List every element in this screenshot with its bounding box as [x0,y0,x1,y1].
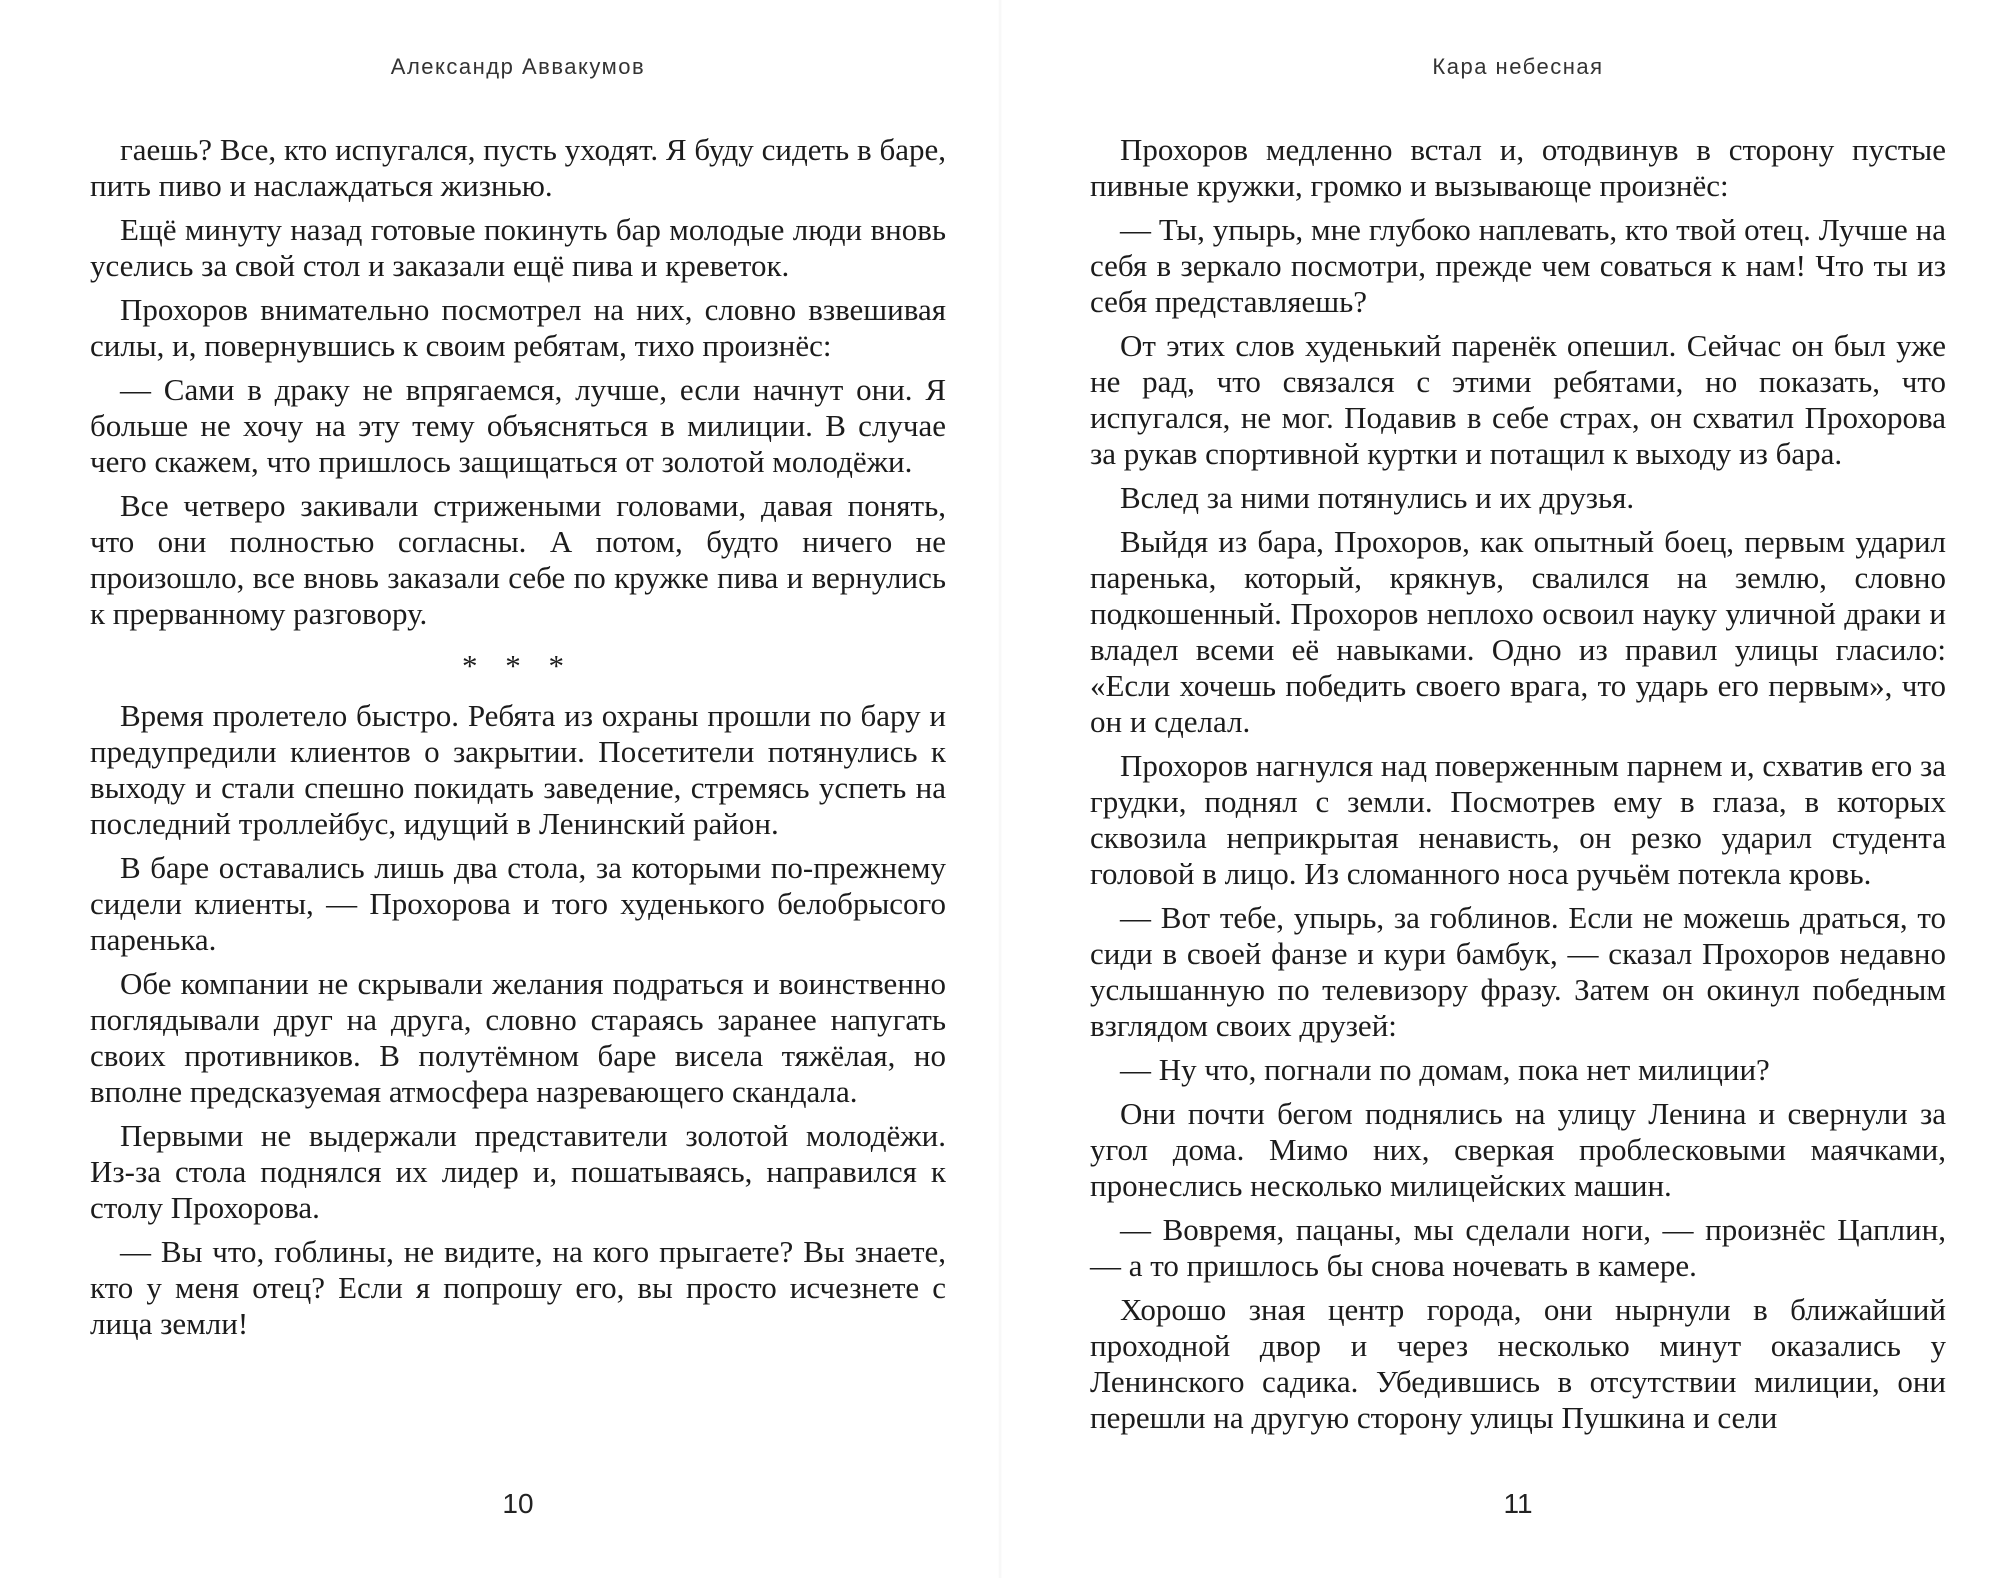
paragraph: Время пролетело быстро. Ребята из охраны прошли по бару и предупредили клиентов о закрытии. Посетители потянулись к выходу и стали спешно покидать заведение, стремясь успеть на последний троллейбус, идущий в Ленинский район. [90,698,946,841]
paragraph: Прохоров нагнулся над поверженным парнем и, схватив его за грудки, поднял с земли. Посмотрев ему в глаза, в которых сквозила неприкрытая ненависть, он резко ударил студента головой в лицо. Из сломанного носа ручьём потекла кровь. [1090,748,1946,891]
left-running-head: Александр Аввакумов [390,54,646,79]
section-separator: * * * [462,648,574,683]
right-page [1090,0,1946,1578]
paragraph: — Вовремя, пацаны, мы сделали ноги, — произнёс Цаплин, — а то пришлось бы снова ночевать в камере. [1090,1212,1946,1283]
paragraph: — Вы что, гоблины, не видите, на кого прыгаете? Вы знаете, кто у меня отец? Если я попрошу его, вы просто исчезнете с лица земли! [90,1234,946,1341]
left-page-text [90,132,946,1350]
right-page-number: 11 [1503,1488,1533,1519]
right-page-text [1090,132,1946,1444]
paragraph: — Сами в драку не впрягаемся, лучше, если начнут они. Я больше не хочу на эту тему объясняться в милиции. В случае чего скажем, что пришлось защищаться от золотой молодёжи. [90,372,946,479]
left-page [90,0,946,1578]
paragraph: Ещё минуту назад готовые покинуть бар молодые люди вновь уселись за свой стол и заказали ещё пива и креветок. [90,212,946,283]
paragraph: — Ну что, погнали по домам, пока нет милиции? [1120,1052,1770,1087]
paragraph: Прохоров внимательно посмотрел на них, словно взвешивая силы, и, повернувшись к своим ребятам, тихо произнёс: [90,292,946,363]
paragraph: Выйдя из бара, Прохоров, как опытный боец, первым ударил паренька, который, крякнув, свалился на землю, словно подкошенный. Прохоров неплохо освоил науку уличной драки и владел всеми её навыками. Одно из правил улицы гласило: «Если хочешь победить своего врага, то ударь его первым», что он и сделал. [1090,524,1946,739]
paragraph: гаешь? Все, кто испугался, пусть уходят. Я буду сидеть в баре, пить пиво и наслаждаться жизнью. [90,132,946,203]
paragraph: — Ты, упырь, мне глубоко наплевать, кто твой отец. Лучше на себя в зеркало посмотри, прежде чем соваться к нам! Что ты из себя представляешь? [1090,212,1946,319]
paragraph: Они почти бегом поднялись на улицу Ленина и свернули за угол дома. Мимо них, сверкая проблесковыми маячками, пронеслись несколько милицейских машин. [1090,1096,1946,1203]
paragraph: Хорошо зная центр города, они нырнули в ближайший проходной двор и через несколько минут оказались у Ленинского садика. Убедившись в отсутствии милиции, они перешли на другую сторону улицы Пушкина и сели [1090,1292,1946,1435]
paragraph: Первыми не выдержали представители золотой молодёжи. Из-за стола поднялся их лидер и, пошатываясь, направился к столу Прохорова. [90,1118,946,1225]
book-gutter [998,0,1002,1578]
paragraph: В баре оставались лишь два стола, за которыми по-прежнему сидели клиенты, — Прохорова и того худенького белобрысого паренька. [90,850,946,957]
left-page-number: 10 [502,1488,534,1519]
paragraph: — Вот тебе, упырь, за гоблинов. Если не можешь драться, то сиди в своей фанзе и кури бамбук, — сказал Прохоров недавно услышанную по телевизору фразу. Затем он окинул победным взглядом своих друзей: [1090,900,1946,1043]
paragraph: От этих слов худенький паренёк опешил. Сейчас он был уже не рад, что связался с этими ребятами, но показать, что испугался, не мог. Подавив в себе страх, он схватил Прохорова за рукав спортивной куртки и потащил к выходу из бара. [1090,328,1946,471]
right-running-head: Кара небесная [1432,54,1604,79]
paragraph: Вслед за ними потянулись и их друзья. [1120,480,1635,515]
paragraph: Все четверо закивали стрижеными головами, давая понять, что они полностью согласны. А потом, будто ничего не произошло, все вновь заказали себе по кружке пива и вернулись к прерванному разговору. [90,488,946,631]
paragraph: Обе компании не скрывали желания подраться и воинственно поглядывали друг на друга, словно стараясь заранее напугать своих противников. В полутёмном баре висела тяжёлая, но вполне предсказуемая атмосфера назревающего скандала. [90,966,946,1109]
paragraph: Прохоров медленно встал и, отодвинув в сторону пустые пивные кружки, громко и вызывающе произнёс: [1090,132,1946,203]
